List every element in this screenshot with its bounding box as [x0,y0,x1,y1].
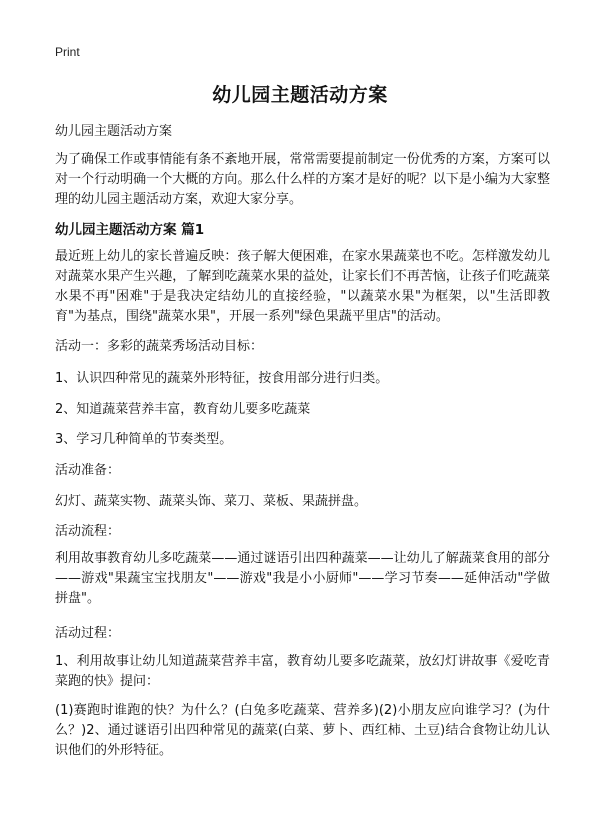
section-heading: 幼儿园主题活动方案 篇1 [55,222,205,238]
context-paragraph: 最近班上幼儿的家长普遍反映：孩子解大便困难，在家水果蔬菜也不吃。怎样激发幼儿对蔬菜水果产生兴趣，了解到吃蔬菜水果的益处，让家长们不再苦恼，让孩子们吃蔬菜水果不再"困难"于是我决定结幼儿的直接经验，"以蔬菜水果"为框架，以"生活即教育"为基点，围绕"蔬菜水果"，开展一系列"绿色果蔬平里店"的活动。 [55,249,550,324]
process-paragraph-2: (1)赛跑时谁跑的快？为什么？(白兔多吃蔬菜、营养多)(2)小朋友应向谁学习？(为什么？)2、通过谜语引出四种常见的蔬菜(白菜、萝卜、西红柿、土豆)结合食物让幼儿认识他们的外形特征。 [55,703,550,758]
process-paragraph-1: 1、利用故事让幼儿知道蔬菜营养丰富，教育幼儿要多吃蔬菜，放幻灯讲故事《爱吃青菜跑的快》提问： [55,654,550,689]
document-subtitle: 幼儿园主题活动方案 [55,124,173,139]
process-label: 活动过程： [55,626,121,641]
page-title: 幼儿园主题活动方案 [212,84,388,106]
goal-item-2: 2、知道蔬菜营养丰富，教育幼儿要多吃蔬菜 [55,402,311,417]
flow-paragraph: 利用故事教育幼儿多吃蔬菜——通过谜语引出四种蔬菜——让幼儿了解蔬菜食用的部分——游戏"果蔬宝宝找朋友"——游戏"我是小小厨师"——学习节奏——延伸活动"学做拼盘"。 [55,551,550,606]
intro-paragraph: 为了确保工作或事情能有条不紊地开展，常常需要提前制定一份优秀的方案，方案可以对一个行动明确一个大概的方向。那么什么样的方案才是好的呢？以下是小编为大家整理的幼儿园主题活动方案，欢迎大家分享。 [55,152,550,207]
goal-item-1: 1、认识四种常见的蔬菜外形特征，按食用部分进行归类。 [55,371,389,386]
prep-label: 活动准备： [55,463,121,478]
prep-items: 幻灯、蔬菜实物、蔬菜头饰、菜刀、菜板、果蔬拼盘。 [55,494,368,509]
print-label[interactable]: Print [55,45,80,59]
flow-label: 活动流程： [55,524,121,539]
activity-one-heading: 活动一：多彩的蔬菜秀场活动目标： [55,339,264,354]
goal-item-3: 3、学习几种简单的节奏类型。 [55,432,233,447]
